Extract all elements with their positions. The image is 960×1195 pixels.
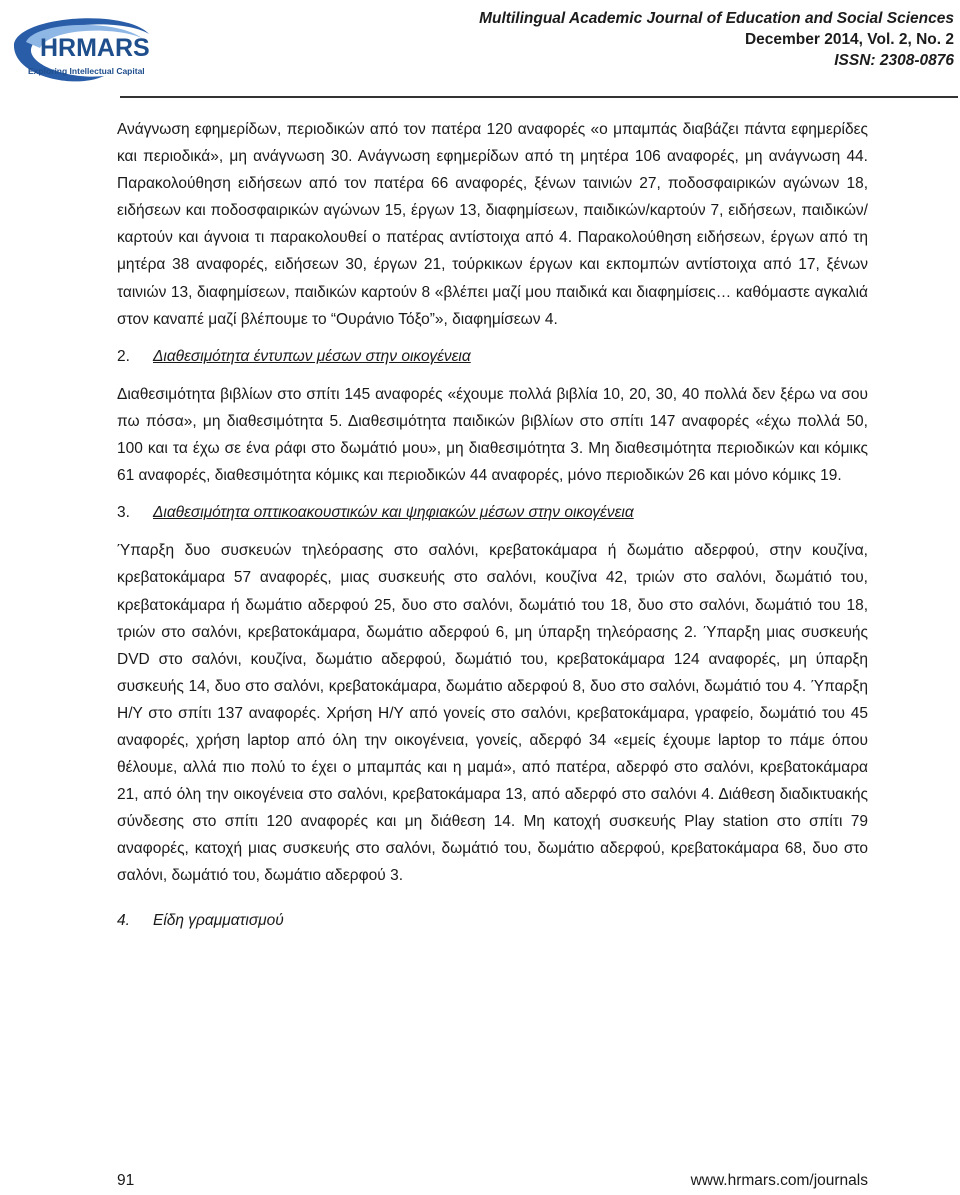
section-number: 3. xyxy=(117,504,130,522)
section-number: 2. xyxy=(117,347,130,365)
logo-tagline: Exploring Intellectual Capital xyxy=(28,66,145,76)
logo-hr: HRMARS xyxy=(40,34,150,62)
journal-url[interactable]: www.hrmars.com/journals xyxy=(690,1172,868,1189)
section-heading-2 xyxy=(117,343,868,370)
section-heading-3 xyxy=(117,499,868,526)
article-body xyxy=(117,116,868,945)
section-title: Διαθεσιμότητα έντυπων μέσων στην οικογένεια xyxy=(153,347,471,365)
page-number: 91 xyxy=(117,1172,135,1189)
journal-issue: December 2014, Vol. 2, No. 2 xyxy=(744,31,954,48)
section-title: Διαθεσιμότητα οπτικοακουστικών και ψηφιακών μέσων στην οικογένεια xyxy=(153,504,634,522)
paragraph-print-media: Διαθεσιμότητα βιβλίων στο σπίτι 145 αναφορές «έχουμε πολλά βιβλία 10, 20, 30, 40 πολλά δεν ξέρω να σου πω πόσα», μη διαθεσιμότητα 5. Διαθεσιμότητα παιδικών βιβλίων στο σπίτι 147 αναφορές «έχω πολλά 50, 100 και τα έχω σε ένα ράφι στο δωμάτιό μου», μη διαθεσιμότητα 3. Μη διαθεσιμότητα περιοδικών και κόμικς 61 αναφορές, διαθεσιμότητα κόμικς και περιοδικών 44 αναφορές, μόνο περιοδικών 26 και μόνο κόμικς 19. xyxy=(117,385,868,485)
paragraph-digital-media: Ύπαρξη δυο συσκευών τηλεόρασης στο σαλόνι, κρεβατοκάμαρα ή δωμάτιο αδερφού, στην κουζίνα, κρεβατοκάμαρα 57 αναφορές, μιας συσκευής στο σαλόνι, κουζίνα 42, τριών στο σαλόνι, δωμάτιό του, κρεβατοκάμαρα ή δωμάτιο αδερφού 25, δυο στο σαλόνι, δωμάτιό του 18, δυο στο σαλόνι, δωμάτιό του 18, τριών στο σαλόνι, κρεβατοκάμαρα, δωμάτιο αδερφού 6, μη ύπαρξη τηλεόρασης 2. Ύπαρξη μιας συσκευής DVD στο σαλόνι, κουζίνα, δωμάτιο αδερφού, δωμάτιό του, κρεβατοκάμαρα 124 αναφορές, μη ύπαρξη συσκευής 14, δυο στο σαλόνι, κρεβατοκάμαρα, δωμάτιο αδερφού 8, δυο στο σαλόνι, δωμάτιό του 4. Ύπαρξη Η/Υ στο σπίτι 137 αναφορές. Χρήση Η/Υ από γονείς στο σαλόνι, κρεβατοκάμαρα, γραφείο, δωμάτιό του 45 αναφορές, χρήση laptop από όλη την οικογένεια, γονείς, αδερφό 34 «εμείς έχουμε laptop το πάμε όπου θέλουμε, αλλά πιο πολύ το έχει ο μπαμπάς και η μαμά», από πατέρα, αδερφό στο σαλόνι, κρεβατοκάμαρα 21, από όλη την οικογένεια στο σαλόνι, κρεβατοκάμαρα 13, από αδερφό στο σαλόνι 4. Διάθεση διαδικτυακής σύνδεσης στο σπίτι 120 αναφορές και μη διάθεση 14. Μη κατοχή συσκευής Play station στο σπίτι 79 αναφορές, κατοχή μιας συσκευής στο σαλόνι, δωμάτιό του, δωμάτιο αδερφού, κρεβατοκάμαρα 68, δυο στο σαλόνι, δωμάτιό του, δωμάτιο αδερφού 3. xyxy=(117,542,868,885)
section-heading-4 xyxy=(117,907,868,934)
journal-name: Multilingual Academic Journal of Education and Social Sciences xyxy=(479,10,954,27)
header-divider xyxy=(120,96,958,98)
page-header xyxy=(0,0,960,100)
hrmars-logo xyxy=(4,4,154,94)
page-footer xyxy=(117,1172,868,1190)
section-title: Είδη γραμματισμού xyxy=(153,911,284,929)
paragraph-reading-media: Ανάγνωση εφημερίδων, περιοδικών από τον πατέρα 120 αναφορές «ο μπαμπάς διαβάζει πάντα εφημερίδες και περιοδικά», μη ανάγνωση 30. Ανάγνωση εφημερίδων από τη μητέρα 106 αναφορές, μη ανάγνωση 44. Παρακολούθηση ειδήσεων από τον πατέρα 66 αναφορές, ξένων ταινιών 27, ποδοσφαιρικών αγώνων 18, ειδήσεων και ποδοσφαιρικών αγώνων 15, έργων 13, διαφημίσεων, παιδικών/καρτούν 7, ειδήσεων, παιδικών/καρτούν και άγνοια τι παρακολουθεί ο πατέρας αντίστοιχα από 4. Παρακολούθηση ειδήσεων, έργων από τη μητέρα 38 αναφορές, ειδήσεων 30, έργων 21, τούρκικων έργων και εκπομπών αντίστοιχα από 17, ξένων ταινιών 13, διαφημίσεων, παιδικών καρτούν 8 «βλέπει μαζί μου παιδικά και διαφημίσεις… καθόμαστε αγκαλιά στον καναπέ μαζί βλέπουμε το “Ουράνιο Τόξο”», διαφημίσεων 4. xyxy=(117,121,868,328)
journal-info xyxy=(479,8,954,71)
section-number: 4. xyxy=(117,911,130,929)
journal-issn: ISSN: 2308-0876 xyxy=(834,52,954,69)
